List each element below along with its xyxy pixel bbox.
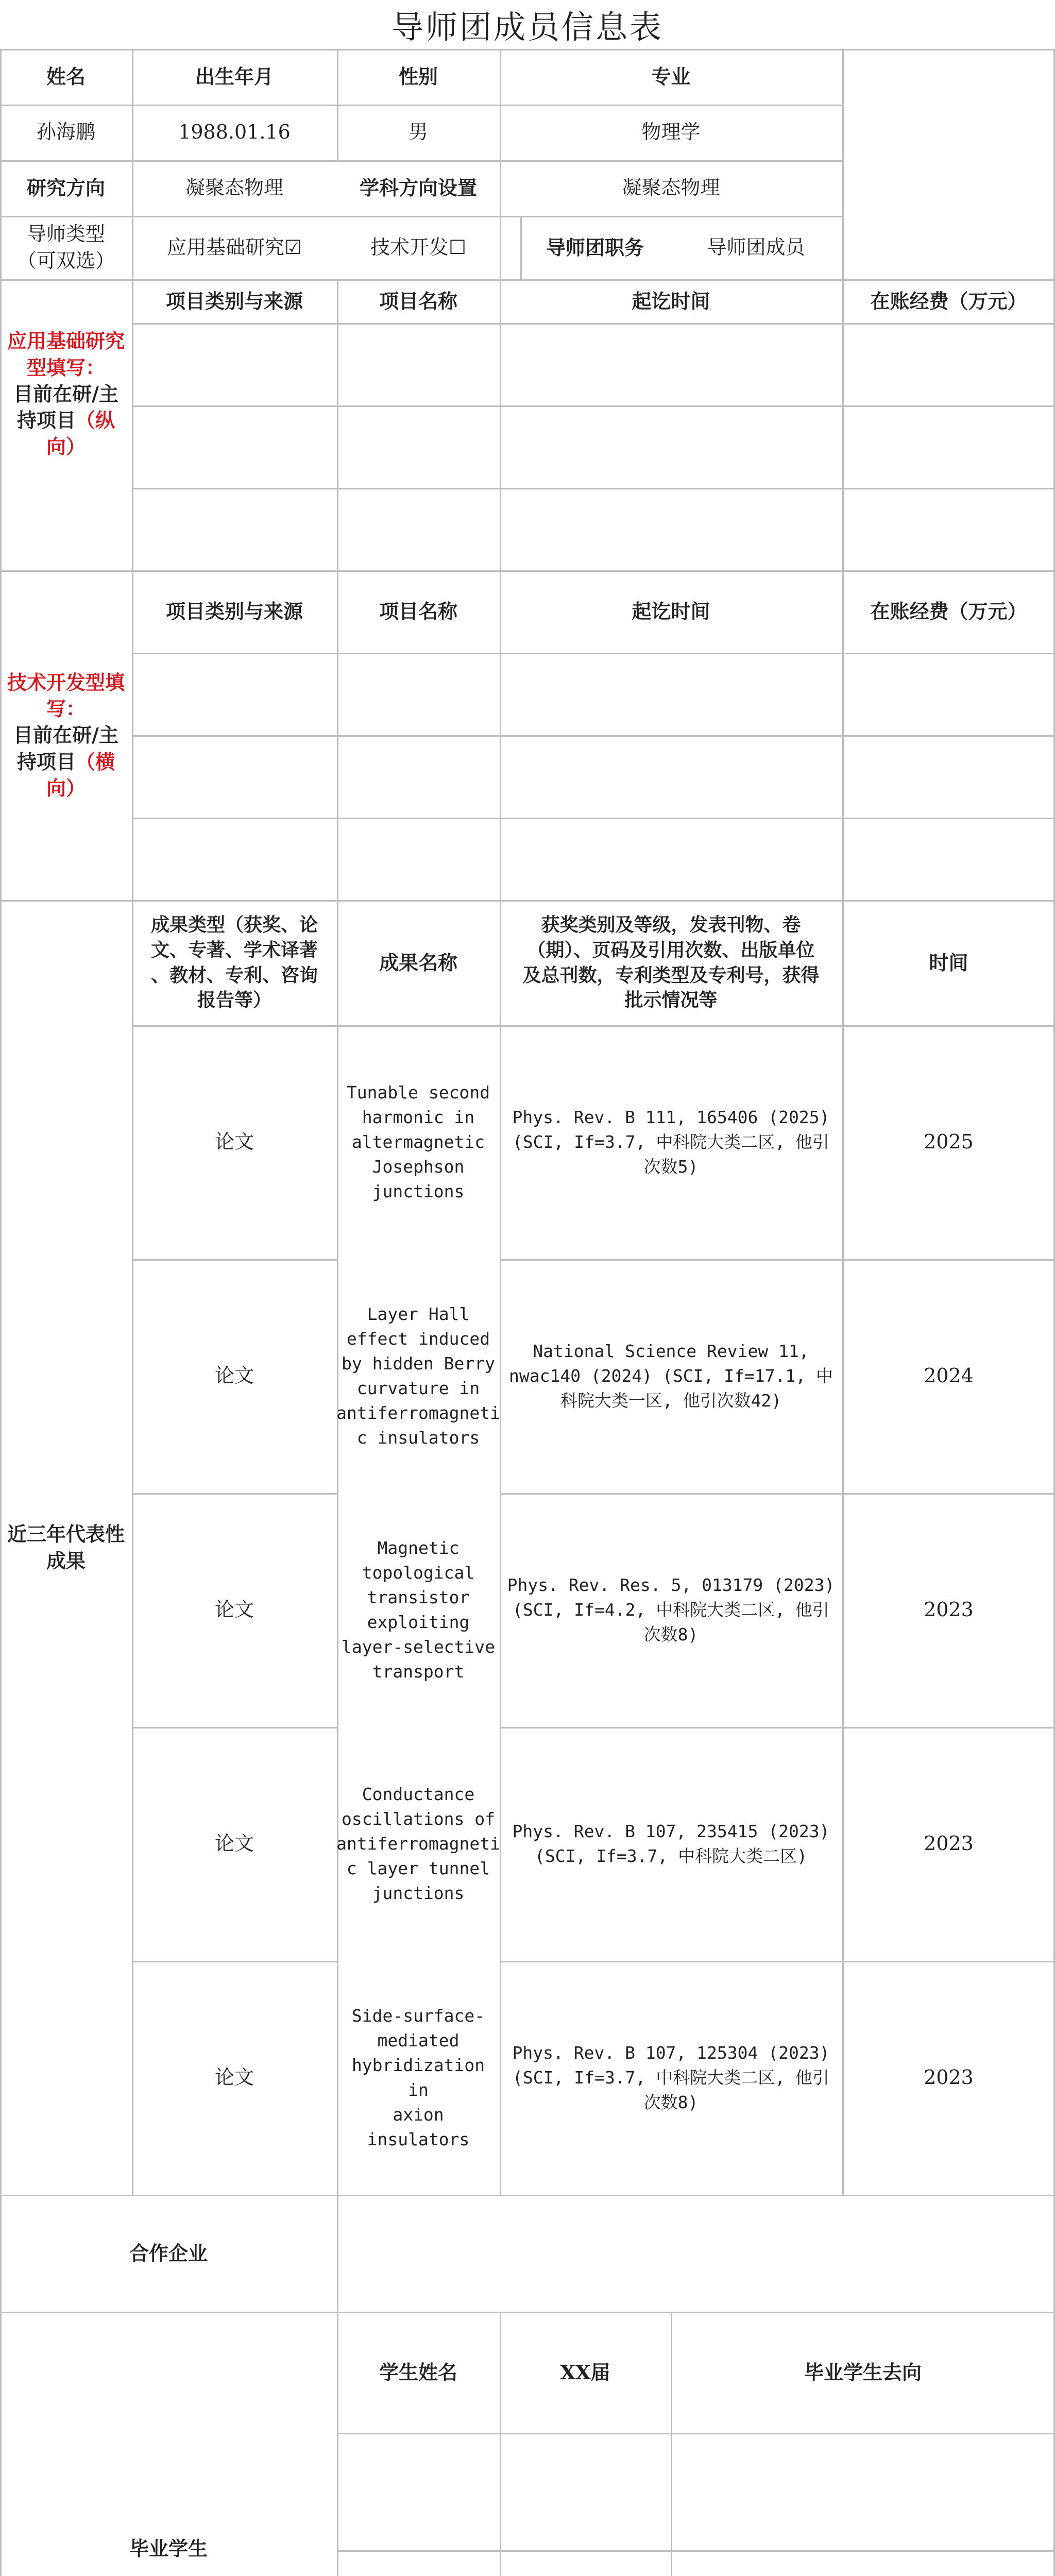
ach-name-line: altermagnetic <box>351 1132 485 1153</box>
ach-detail-line: (SCI, If=3.7, 中科院大类二区, 他引 <box>513 1132 829 1153</box>
ach-time: 2025 <box>924 1130 974 1154</box>
ach-type: 论文 <box>214 1130 254 1154</box>
ach-name-line: axion insulators <box>367 2104 470 2149</box>
achievements-section-line2: 成果 <box>46 1549 86 1572</box>
header-birth: 出生年月 <box>195 65 274 89</box>
ach-detail <box>500 1493 842 1727</box>
ach-name-line: junctions <box>372 1181 465 1201</box>
ach-name-line: Side-surface- <box>351 2006 485 2026</box>
ach-name-line: by hidden Berry <box>341 1353 495 1374</box>
ach-name <box>337 1727 500 1961</box>
ach-detail <box>500 1961 842 2195</box>
basic-col-category: 项目类别与来源 <box>165 289 303 313</box>
graduates-col-year: XX届 <box>560 2360 610 2384</box>
tech-col-period: 起讫时间 <box>632 600 710 623</box>
basic-section-line2: 型填写： <box>26 355 105 379</box>
person-gender: 男 <box>408 121 428 144</box>
basic-section-paren: （纵 <box>76 409 115 432</box>
ach-col-time: 时间 <box>929 951 968 974</box>
ach-col-type-line: 、教材、专利、咨询 <box>150 964 318 986</box>
ach-name-line: harmonic in <box>362 1107 475 1128</box>
tech-section-line1: 技术开发型填 <box>7 670 125 694</box>
ach-detail <box>500 1259 842 1493</box>
ach-name <box>337 1259 500 1493</box>
rule <box>132 488 1055 489</box>
ach-name-line: Tunable second <box>346 1082 490 1103</box>
ach-detail-line: nwac140 (2024) (SCI, If=17.1, 中 <box>508 1366 833 1386</box>
ach-time: 2023 <box>924 1598 974 1621</box>
ach-name-line: c layer tunnel <box>346 1858 490 1878</box>
ach-detail-line: Phys. Rev. B 107, 235415 (2023) <box>512 1821 830 1842</box>
rule <box>337 2550 1055 2552</box>
ach-detail-line: 次数5) <box>643 1156 699 1177</box>
ach-name-line: c insulators <box>356 1427 480 1448</box>
ach-name-line: transport <box>372 1661 465 1682</box>
rule <box>132 323 1055 325</box>
mentor-type-label-line2: （可双选） <box>16 249 115 272</box>
ach-detail-line: 次数8) <box>643 1624 699 1645</box>
ach-col-type-line: 文、专著、学术译著 <box>150 939 318 961</box>
tech-col-funds: 在账经费（万元） <box>870 600 1027 623</box>
rule <box>132 735 1055 737</box>
ach-col-detail <box>500 900 842 1025</box>
basic-section-line3: 目前在研/主 <box>13 382 118 405</box>
basic-col-period: 起讫时间 <box>632 289 710 313</box>
ach-detail-line: Phys. Rev. B 107, 125304 (2023) <box>512 2043 830 2063</box>
ach-name-line: Magnetic <box>377 1538 460 1558</box>
ach-detail <box>500 1727 842 1961</box>
option-basic[interactable] <box>132 216 337 279</box>
tech-section-paren: （横 <box>76 750 115 773</box>
ach-time: 2023 <box>924 2066 974 2089</box>
ach-name-line: layer-selective <box>341 1636 495 1657</box>
tech-col-category: 项目类别与来源 <box>165 600 303 623</box>
ach-name-line: transistor <box>367 1587 470 1608</box>
achievements-section-label <box>0 900 132 2195</box>
graduates-col-name: 学生姓名 <box>379 2360 457 2384</box>
person-major: 物理学 <box>641 121 701 144</box>
ach-detail-line: Phys. Rev. Res. 5, 013179 (2023) <box>507 1575 835 1596</box>
ach-type: 论文 <box>214 1832 254 1855</box>
graduates-label: 毕业学生 <box>129 2536 208 2560</box>
rule <box>132 653 1055 654</box>
rule <box>132 405 1055 407</box>
ach-detail-line: Phys. Rev. B 111, 165406 (2025) <box>512 1107 830 1128</box>
discipline-value: 凝聚态物理 <box>622 176 720 199</box>
cooperation-label: 合作企业 <box>129 2241 208 2265</box>
ach-col-detail-line: （期）、页码及引用次数、出版单位 <box>527 939 815 961</box>
ach-name-line: Conductance <box>362 1784 475 1805</box>
basic-section-line5: 向） <box>46 435 86 459</box>
option-tech-label: 技术开发 <box>370 235 449 259</box>
person-name: 孙海鹏 <box>36 121 95 144</box>
basic-col-name: 项目名称 <box>379 289 457 313</box>
checkbox-checked-icon[interactable]: ☑ <box>284 235 302 259</box>
ach-name-line: antiferromagneti <box>336 1402 500 1423</box>
ach-name-line: curvature in <box>356 1378 480 1398</box>
checkbox-empty-icon[interactable]: ☐ <box>448 235 467 259</box>
ach-detail-line: 次数8) <box>643 2092 699 2112</box>
ach-col-type-line: 成果类型（获奖、论 <box>150 914 318 936</box>
ach-name-line: Layer Hall <box>367 1304 470 1325</box>
rule <box>842 49 844 279</box>
ach-col-detail-line: 批示情况等 <box>624 989 718 1011</box>
ach-name-line: Josephson <box>372 1156 465 1177</box>
tech-section-line3: 目前在研/主 <box>13 723 118 747</box>
research-label: 研究方向 <box>26 176 105 200</box>
ach-type: 论文 <box>214 2066 254 2089</box>
option-basic-label: 应用基础研究 <box>166 235 284 259</box>
person-birth: 1988.01.16 <box>178 121 291 144</box>
ach-col-name: 成果名称 <box>379 951 457 974</box>
achievements-section-line1: 近三年代表性 <box>7 1522 125 1546</box>
discipline-label: 学科方向设置 <box>359 176 477 200</box>
mentor-type-label <box>0 216 132 279</box>
ach-name-line: effect induced <box>346 1329 490 1349</box>
header-name: 姓名 <box>46 65 86 89</box>
basic-section-line4: 持项目 <box>16 409 76 432</box>
role-value: 导师团成员 <box>707 235 805 259</box>
info-table <box>0 49 1055 2576</box>
ach-name <box>337 1025 500 1259</box>
role-label: 导师团职务 <box>546 235 644 259</box>
ach-time: 2024 <box>924 1364 974 1387</box>
page-title: 导师团成员信息表 <box>391 8 663 46</box>
basic-section-label <box>0 279 132 570</box>
mentor-type-label-line1: 导师类型 <box>26 223 105 246</box>
basic-col-funds: 在账经费（万元） <box>870 289 1027 313</box>
research-value: 凝聚态物理 <box>185 176 283 199</box>
option-tech[interactable] <box>337 216 500 279</box>
ach-type: 论文 <box>214 1364 254 1387</box>
tech-section-line5: 向） <box>46 776 86 800</box>
ach-name-line: junctions <box>372 1883 465 1903</box>
tech-section-label <box>0 570 132 900</box>
ach-name-line: antiferromagneti <box>336 1834 500 1854</box>
ach-detail-line: (SCI, If=3.7, 中科院大类二区, 他引 <box>513 2067 829 2088</box>
ach-time: 2023 <box>924 1832 974 1855</box>
ach-name-line: mediated <box>377 2030 460 2051</box>
graduates-col-dest: 毕业学生去向 <box>804 2360 922 2384</box>
basic-section-line1: 应用基础研究 <box>7 329 125 353</box>
ach-name-line: hybridization in <box>351 2055 485 2100</box>
ach-type: 论文 <box>214 1598 254 1621</box>
ach-name <box>337 1493 500 1727</box>
ach-detail <box>500 1025 842 1259</box>
ach-name-line: topological <box>362 1563 475 1583</box>
ach-detail-line: National Science Review 11, <box>533 1341 809 1362</box>
header-major: 专业 <box>651 65 691 89</box>
ach-detail-line: (SCI, If=3.7, 中科院大类二区) <box>534 1846 807 1866</box>
ach-name-line: oscillations of <box>341 1809 495 1829</box>
rule <box>132 818 1055 819</box>
rule <box>337 2433 1055 2434</box>
ach-name-line: exploiting <box>367 1612 470 1632</box>
ach-col-type-line: 报告等） <box>197 989 271 1011</box>
ach-col-detail-line: 获奖类别及等级，发表刊物、卷 <box>541 914 801 936</box>
ach-col-detail-line: 及总刊数，专利类型及专利号，获得 <box>522 964 820 986</box>
ach-detail-line: 科院大类一区, 他引次数42) <box>560 1390 782 1411</box>
tech-section-line4: 持项目 <box>16 750 76 773</box>
tech-section-line2: 写： <box>46 697 86 721</box>
ach-detail-line: (SCI, If=4.2, 中科院大类二区, 他引 <box>513 1600 829 1620</box>
ach-name <box>337 1961 500 2195</box>
tech-col-name: 项目名称 <box>379 600 457 623</box>
ach-col-type <box>132 900 337 1025</box>
header-gender: 性别 <box>398 65 438 89</box>
